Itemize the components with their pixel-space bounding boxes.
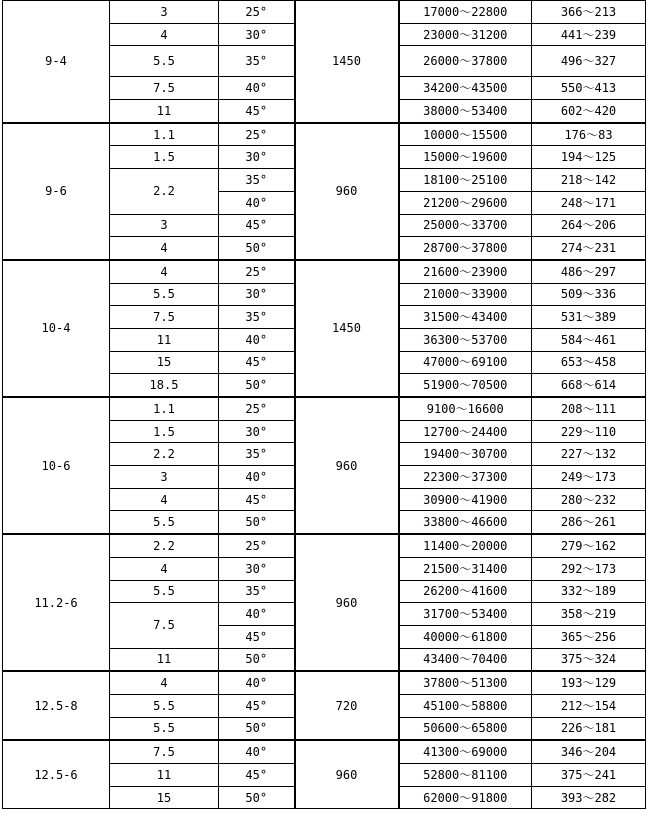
pressure-cell: 274～231 xyxy=(532,237,646,260)
table-row xyxy=(3,260,646,283)
angle-cell: 40° xyxy=(219,466,295,489)
power-cell: 7.5 xyxy=(110,77,219,100)
angle-cell: 30° xyxy=(219,146,295,169)
pressure-cell: 280～232 xyxy=(532,488,646,511)
pressure-cell: 292～173 xyxy=(532,557,646,580)
power-cell: 5.5 xyxy=(110,283,219,306)
flow-cell: 25000～33700 xyxy=(399,214,532,237)
angle-cell: 25° xyxy=(219,260,295,283)
pressure-cell: 375～241 xyxy=(532,764,646,787)
angle-cell: 25° xyxy=(219,397,295,420)
pressure-cell: 176～83 xyxy=(532,123,646,146)
fan-spec-table-body xyxy=(3,1,646,809)
pressure-cell: 332～189 xyxy=(532,580,646,603)
pressure-cell: 584～461 xyxy=(532,328,646,351)
power-cell: 4 xyxy=(110,557,219,580)
power-cell: 4 xyxy=(110,488,219,511)
power-cell: 7.5 xyxy=(110,740,219,763)
fan-spec-table xyxy=(2,0,646,809)
table-row xyxy=(3,671,646,694)
pressure-cell: 653～458 xyxy=(532,351,646,374)
flow-cell: 18100～25100 xyxy=(399,169,532,192)
angle-cell: 40° xyxy=(219,191,295,214)
angle-cell: 45° xyxy=(219,764,295,787)
flow-cell: 11400～20000 xyxy=(399,534,532,557)
power-cell: 3 xyxy=(110,466,219,489)
power-cell: 1.5 xyxy=(110,146,219,169)
pressure-cell: 668～614 xyxy=(532,374,646,397)
pressure-cell: 496～327 xyxy=(532,46,646,77)
pressure-cell: 602～420 xyxy=(532,100,646,123)
pressure-cell: 212～154 xyxy=(532,694,646,717)
angle-cell: 45° xyxy=(219,625,295,648)
flow-cell: 45100～58800 xyxy=(399,694,532,717)
flow-cell: 10000～15500 xyxy=(399,123,532,146)
power-cell: 2.2 xyxy=(110,534,219,557)
power-cell: 7.5 xyxy=(110,306,219,329)
flow-cell: 17000～22800 xyxy=(399,1,532,24)
power-cell: 15 xyxy=(110,351,219,374)
pressure-cell: 365～256 xyxy=(532,625,646,648)
angle-cell: 30° xyxy=(219,23,295,46)
speed-cell: 960 xyxy=(295,534,399,671)
pressure-cell: 358～219 xyxy=(532,603,646,626)
flow-cell: 62000～91800 xyxy=(399,786,532,809)
flow-cell: 50600～65800 xyxy=(399,717,532,740)
model-cell: 10-4 xyxy=(3,260,110,397)
power-cell: 11 xyxy=(110,764,219,787)
power-cell: 1.5 xyxy=(110,420,219,443)
angle-cell: 40° xyxy=(219,671,295,694)
flow-cell: 37800～51300 xyxy=(399,671,532,694)
flow-cell: 21200～29600 xyxy=(399,191,532,214)
flow-cell: 43400～70400 xyxy=(399,648,532,671)
table-row xyxy=(3,1,646,24)
flow-cell: 40000～61800 xyxy=(399,625,532,648)
model-cell: 10-6 xyxy=(3,397,110,534)
flow-cell: 33800～46600 xyxy=(399,511,532,534)
flow-cell: 12700～24400 xyxy=(399,420,532,443)
speed-cell: 1450 xyxy=(295,1,399,123)
speed-cell: 720 xyxy=(295,671,399,740)
speed-cell: 960 xyxy=(295,397,399,534)
angle-cell: 30° xyxy=(219,283,295,306)
model-cell: 11.2-6 xyxy=(3,534,110,671)
power-cell: 15 xyxy=(110,786,219,809)
model-cell: 9-6 xyxy=(3,123,110,260)
flow-cell: 38000～53400 xyxy=(399,100,532,123)
table-row xyxy=(3,397,646,420)
power-cell: 5.5 xyxy=(110,511,219,534)
pressure-cell: 509～336 xyxy=(532,283,646,306)
model-cell: 12.5-8 xyxy=(3,671,110,740)
pressure-cell: 249～173 xyxy=(532,466,646,489)
flow-cell: 23000～31200 xyxy=(399,23,532,46)
angle-cell: 25° xyxy=(219,1,295,24)
power-cell: 11 xyxy=(110,648,219,671)
model-cell: 12.5-6 xyxy=(3,740,110,809)
pressure-cell: 531～389 xyxy=(532,306,646,329)
power-cell: 5.5 xyxy=(110,717,219,740)
power-cell: 5.5 xyxy=(110,580,219,603)
pressure-cell: 226～181 xyxy=(532,717,646,740)
flow-cell: 21500～31400 xyxy=(399,557,532,580)
model-cell: 9-4 xyxy=(3,1,110,123)
power-cell: 11 xyxy=(110,100,219,123)
pressure-cell: 486～297 xyxy=(532,260,646,283)
angle-cell: 50° xyxy=(219,648,295,671)
angle-cell: 50° xyxy=(219,374,295,397)
pressure-cell: 218～142 xyxy=(532,169,646,192)
angle-cell: 40° xyxy=(219,328,295,351)
power-cell: 5.5 xyxy=(110,46,219,77)
table-row xyxy=(3,534,646,557)
flow-cell: 30900～41900 xyxy=(399,488,532,511)
angle-cell: 50° xyxy=(219,786,295,809)
flow-cell: 21000～33900 xyxy=(399,283,532,306)
flow-cell: 31700～53400 xyxy=(399,603,532,626)
angle-cell: 45° xyxy=(219,694,295,717)
power-cell: 5.5 xyxy=(110,694,219,717)
power-cell: 18.5 xyxy=(110,374,219,397)
flow-cell: 47000～69100 xyxy=(399,351,532,374)
angle-cell: 30° xyxy=(219,420,295,443)
angle-cell: 40° xyxy=(219,740,295,763)
pressure-cell: 227～132 xyxy=(532,443,646,466)
angle-cell: 45° xyxy=(219,214,295,237)
flow-cell: 21600～23900 xyxy=(399,260,532,283)
pressure-cell: 375～324 xyxy=(532,648,646,671)
angle-cell: 35° xyxy=(219,306,295,329)
speed-cell: 1450 xyxy=(295,260,399,397)
power-cell: 4 xyxy=(110,260,219,283)
power-cell: 4 xyxy=(110,671,219,694)
flow-cell: 31500～43400 xyxy=(399,306,532,329)
flow-cell: 28700～37800 xyxy=(399,237,532,260)
pressure-cell: 286～261 xyxy=(532,511,646,534)
angle-cell: 45° xyxy=(219,100,295,123)
power-cell: 4 xyxy=(110,237,219,260)
pressure-cell: 193～129 xyxy=(532,671,646,694)
angle-cell: 40° xyxy=(219,603,295,626)
table-row xyxy=(3,123,646,146)
pressure-cell: 279～162 xyxy=(532,534,646,557)
flow-cell: 51900～70500 xyxy=(399,374,532,397)
angle-cell: 35° xyxy=(219,443,295,466)
flow-cell: 15000～19600 xyxy=(399,146,532,169)
table-row xyxy=(3,740,646,763)
pressure-cell: 208～111 xyxy=(532,397,646,420)
flow-cell: 9100～16600 xyxy=(399,397,532,420)
flow-cell: 52800～81100 xyxy=(399,764,532,787)
power-cell: 7.5 xyxy=(110,603,219,648)
power-cell: 2.2 xyxy=(110,443,219,466)
speed-cell: 960 xyxy=(295,123,399,260)
flow-cell: 26200～41600 xyxy=(399,580,532,603)
flow-cell: 34200～43500 xyxy=(399,77,532,100)
angle-cell: 25° xyxy=(219,534,295,557)
pressure-cell: 441～239 xyxy=(532,23,646,46)
power-cell: 11 xyxy=(110,328,219,351)
pressure-cell: 346～204 xyxy=(532,740,646,763)
power-cell: 2.2 xyxy=(110,169,219,214)
power-cell: 1.1 xyxy=(110,397,219,420)
power-cell: 1.1 xyxy=(110,123,219,146)
pressure-cell: 194～125 xyxy=(532,146,646,169)
pressure-cell: 550～413 xyxy=(532,77,646,100)
angle-cell: 50° xyxy=(219,717,295,740)
pressure-cell: 366～213 xyxy=(532,1,646,24)
angle-cell: 40° xyxy=(219,77,295,100)
angle-cell: 50° xyxy=(219,511,295,534)
angle-cell: 35° xyxy=(219,46,295,77)
angle-cell: 25° xyxy=(219,123,295,146)
pressure-cell: 248～171 xyxy=(532,191,646,214)
angle-cell: 45° xyxy=(219,351,295,374)
power-cell: 3 xyxy=(110,214,219,237)
flow-cell: 19400～30700 xyxy=(399,443,532,466)
power-cell: 3 xyxy=(110,1,219,24)
pressure-cell: 264～206 xyxy=(532,214,646,237)
flow-cell: 41300～69000 xyxy=(399,740,532,763)
power-cell: 4 xyxy=(110,23,219,46)
angle-cell: 30° xyxy=(219,557,295,580)
angle-cell: 35° xyxy=(219,169,295,192)
pressure-cell: 393～282 xyxy=(532,786,646,809)
speed-cell: 960 xyxy=(295,740,399,809)
angle-cell: 50° xyxy=(219,237,295,260)
flow-cell: 22300～37300 xyxy=(399,466,532,489)
angle-cell: 45° xyxy=(219,488,295,511)
flow-cell: 26000～37800 xyxy=(399,46,532,77)
pressure-cell: 229～110 xyxy=(532,420,646,443)
angle-cell: 35° xyxy=(219,580,295,603)
flow-cell: 36300～53700 xyxy=(399,328,532,351)
